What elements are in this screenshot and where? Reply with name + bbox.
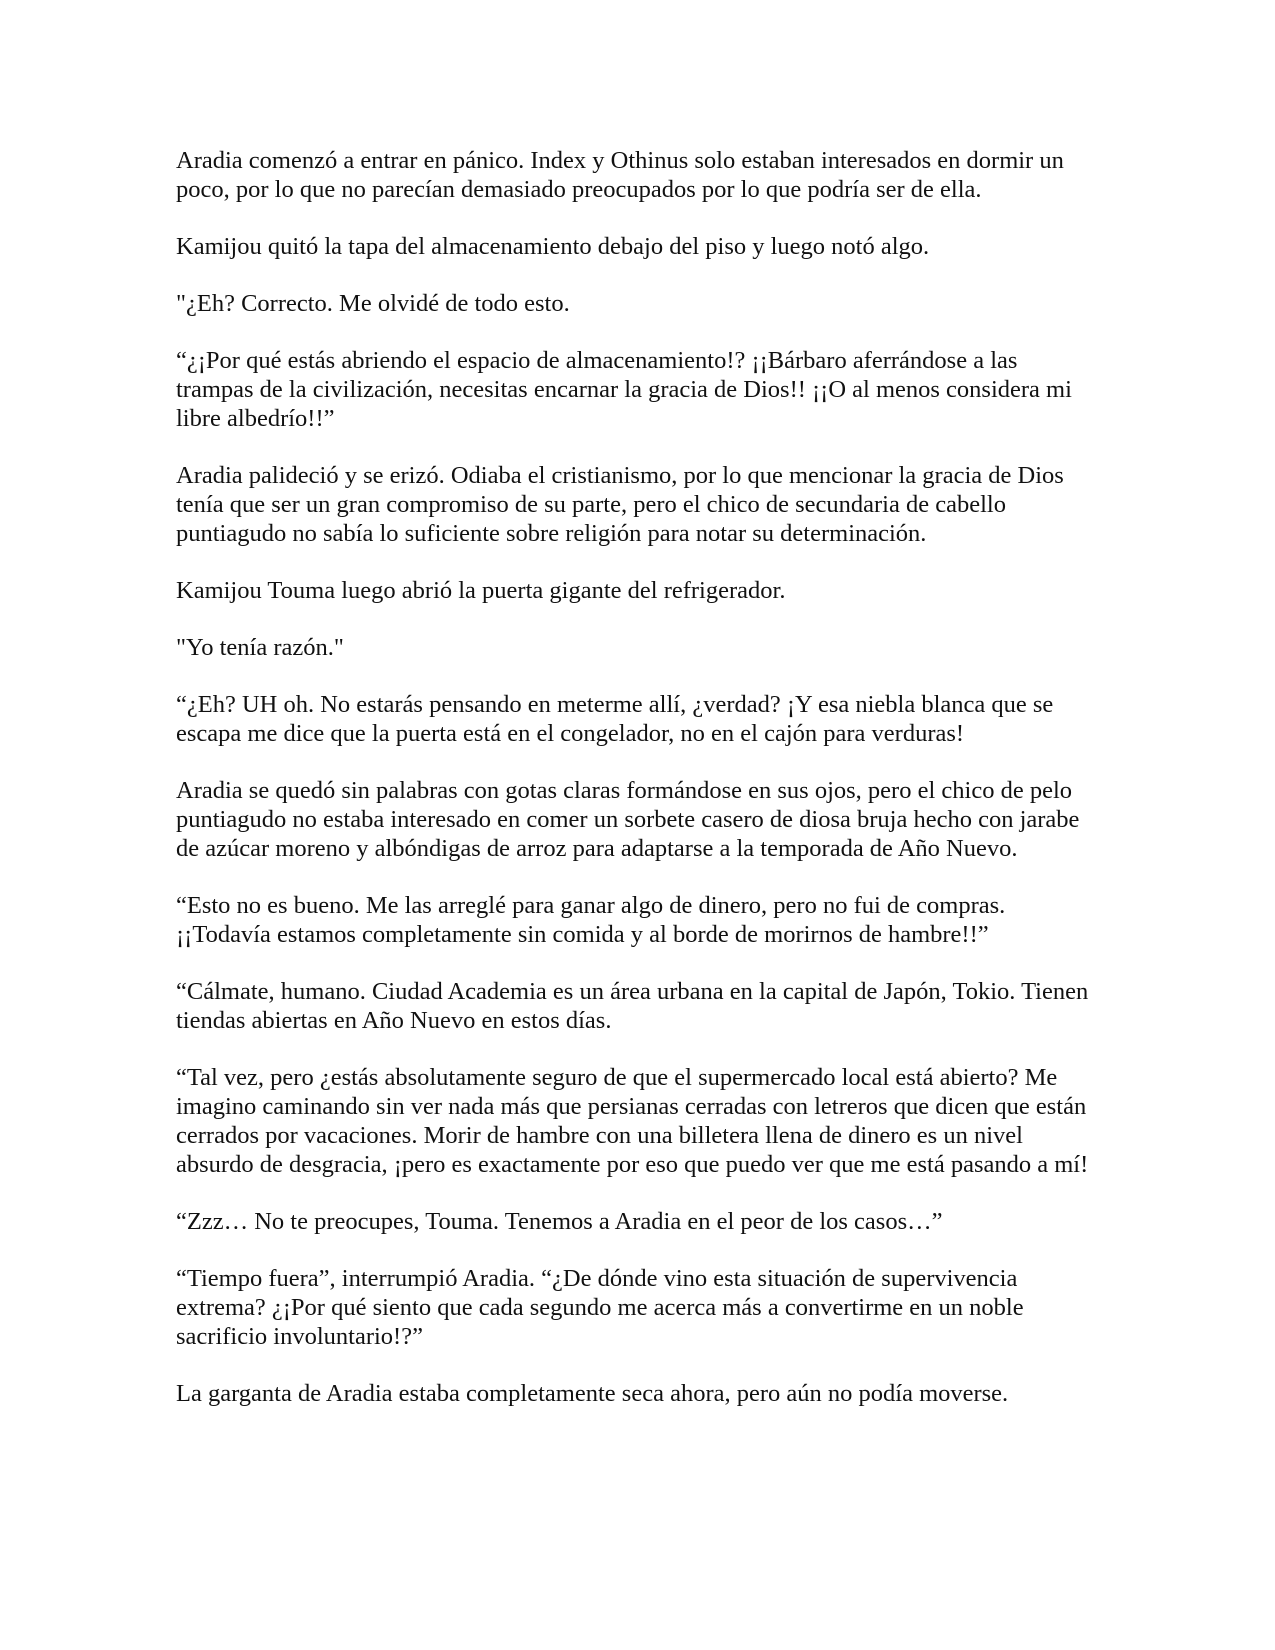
paragraph: “Cálmate, humano. Ciudad Academia es un área urbana en la capital de Japón, Tokio. Tienen tiendas abiertas en Año Nuevo en estos días. [176, 978, 1089, 1034]
paragraph: “¿Eh? UH oh. No estarás pensando en meterme allí, ¿verdad? ¡Y esa niebla blanca que se escapa me dice que la puerta está en el congelador, no en el cajón para verduras! [176, 691, 1054, 747]
paragraph: Aradia se quedó sin palabras con gotas claras formándose en sus ojos, pero el chico de pelo puntiagudo no estaba interesado en comer un sorbete casero de diosa bruja hecho con jarabe de azúcar moreno y albóndigas de arroz para adaptarse a la temporada de Año Nuevo. [176, 777, 1080, 862]
paragraph: Aradia comenzó a entrar en pánico. Index y Othinus solo estaban interesados en dormir un poco, por lo que no parecían demasiado preocupados por lo que podría ser de ella. [176, 147, 1064, 203]
paragraph: Kamijou Touma luego abrió la puerta gigante del refrigerador. [176, 577, 786, 604]
paragraph: “Tal vez, pero ¿estás absolutamente seguro de que el supermercado local está abierto? Me imagino caminando sin ver nada más que persianas cerradas con letreros que dicen que están cerrados por vacaciones. Morir de hambre con una billetera llena de dinero es un nivel absurdo de desgracia, ¡pero es exactamente por eso que puedo ver que me está pasando a mí! [176, 1064, 1089, 1178]
paragraph: Kamijou quitó la tapa del almacenamiento debajo del piso y luego notó algo. [176, 233, 930, 260]
document-body [176, 146, 1101, 1408]
paragraph: Aradia palideció y se erizó. Odiaba el cristianismo, por lo que mencionar la gracia de Dios tenía que ser un gran compromiso de su parte, pero el chico de secundaria de cabello puntiagudo no sabía lo suficiente sobre religión para notar su determinación. [176, 462, 1064, 547]
paragraph: “Esto no es bueno. Me las arreglé para ganar algo de dinero, pero no fui de compras. ¡¡Todavía estamos completamente sin comida y al borde de morirnos de hambre!!” [176, 892, 1006, 948]
paragraph: “Tiempo fuera”, interrumpió Aradia. “¿De dónde vino esta situación de supervivencia extrema? ¿¡Por qué siento que cada segundo me acerca más a convertirme en un noble sacrificio involuntario!?” [176, 1265, 1024, 1350]
paragraph: La garganta de Aradia estaba completamente seca ahora, pero aún no podía moverse. [176, 1380, 1009, 1407]
paragraph: "Yo tenía razón." [176, 634, 344, 661]
paragraph: “¿¡Por qué estás abriendo el espacio de almacenamiento!? ¡¡Bárbaro aferrándose a las trampas de la civilización, necesitas encarnar la gracia de Dios!! ¡¡O al menos considera mi libre albedrío!!” [176, 347, 1072, 432]
paragraph: "¿Eh? Correcto. Me olvidé de todo esto. [176, 290, 570, 317]
paragraph: “Zzz… No te preocupes, Touma. Tenemos a Aradia en el peor de los casos…” [176, 1208, 943, 1235]
